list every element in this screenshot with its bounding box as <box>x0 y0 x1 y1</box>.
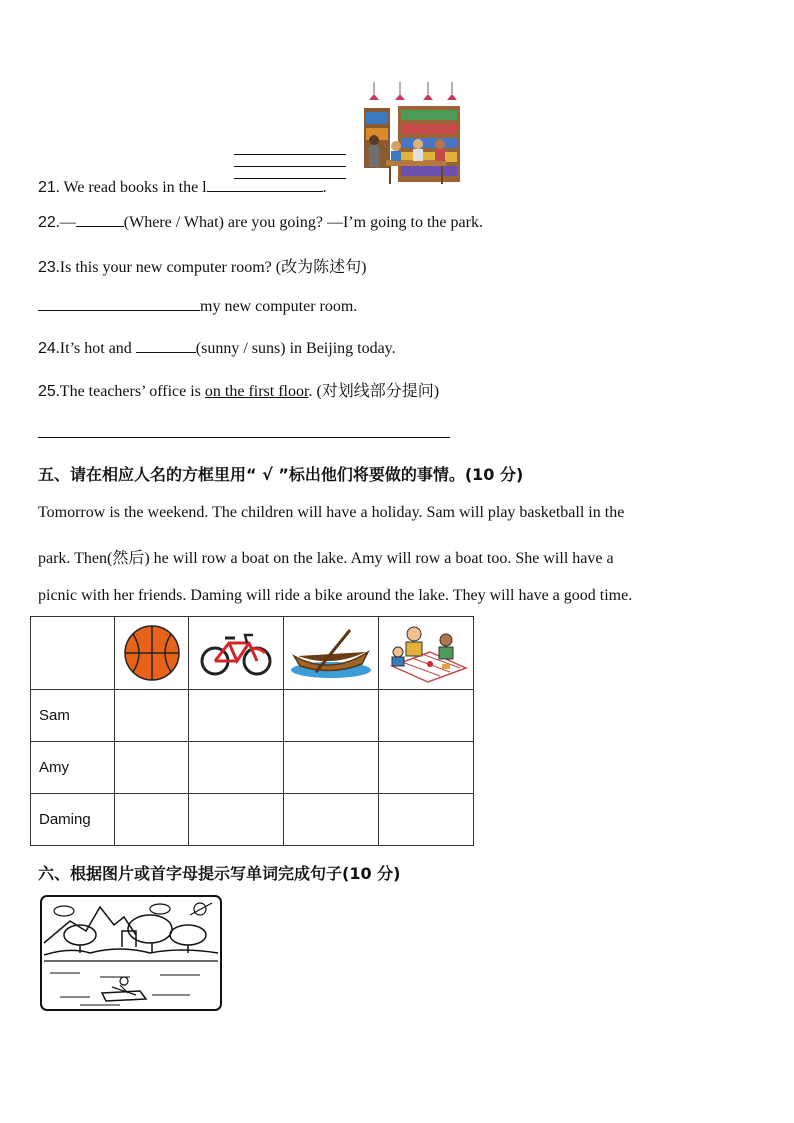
answer-blank[interactable] <box>76 212 124 227</box>
header-cell-picnic <box>379 617 474 690</box>
question-text: (sunny / suns) in Beijing today. <box>195 340 396 357</box>
header-cell-boat <box>284 617 379 690</box>
answer-blank[interactable] <box>207 179 323 192</box>
answer-lines-q21 <box>234 154 346 179</box>
table-row <box>31 690 474 742</box>
question-number: 21 <box>38 179 56 196</box>
check-box[interactable] <box>189 742 284 794</box>
check-box[interactable] <box>189 794 284 846</box>
question-text: . We read books in the l <box>55 179 207 196</box>
question-24: 24.It’s hot and (sunny / suns) in Beijing today. <box>38 340 396 357</box>
answer-blank[interactable] <box>136 338 196 353</box>
question-number: 22 <box>38 214 56 231</box>
check-box[interactable] <box>115 794 189 846</box>
check-box[interactable] <box>379 742 474 794</box>
check-box[interactable] <box>115 690 189 742</box>
check-box[interactable] <box>379 794 474 846</box>
question-23-answer: my new computer room. <box>38 296 357 316</box>
check-box[interactable] <box>284 794 379 846</box>
question-text: .Is this your new computer room? (改为陈述句) <box>55 259 367 276</box>
check-box[interactable] <box>284 742 379 794</box>
corner-cell <box>31 617 115 690</box>
question-23 <box>38 254 366 277</box>
passage-line-1: Tomorrow is the weekend. The children will have a holiday. Sam will play basketball in the <box>38 504 625 521</box>
answer-blank[interactable] <box>38 296 200 311</box>
answer-line-q25[interactable] <box>38 437 450 438</box>
row-name: Amy <box>31 742 115 794</box>
section-6-heading: 六、根据图片或首字母提示写单词完成句子(10 分) <box>38 864 401 883</box>
basketball-icon <box>123 624 181 682</box>
library-illustration <box>362 82 462 186</box>
park-lake-illustration <box>40 895 222 1011</box>
boat-icon <box>288 626 374 680</box>
activity-table <box>30 616 474 846</box>
question-number: 25 <box>38 383 56 400</box>
passage-line-3: picnic with her friends. Daming will ride a bike around the lake. They will have a good time. <box>38 587 633 604</box>
row-name: Daming <box>31 794 115 846</box>
question-text: (Where / What) are you going? —I’m going to the park. <box>123 214 483 231</box>
row-name: Sam <box>31 690 115 742</box>
header-cell-bike <box>189 617 284 690</box>
section-5-heading: 五、请在相应人名的方框里用“ √ ”标出他们将要做的事情。(10 分) <box>38 465 524 484</box>
check-box[interactable] <box>284 690 379 742</box>
passage-line-2: park. Then(然后) he will row a boat on the lake. Amy will row a boat too. She will have a <box>38 550 614 567</box>
bike-icon <box>199 629 273 677</box>
question-25: 25.The teachers’ office is on the first floor. (对划线部分提问) <box>38 383 440 400</box>
table-header-row <box>31 617 474 690</box>
question-21: 21. We read books in the l . <box>38 179 327 196</box>
header-cell-basketball <box>115 617 189 690</box>
question-number: 23 <box>38 259 56 276</box>
picnic-icon <box>384 622 468 684</box>
question-number: 24 <box>38 340 56 357</box>
check-box[interactable] <box>115 742 189 794</box>
check-box[interactable] <box>189 690 284 742</box>
question-22: 22.— (Where / What) are you going? —I’m going to the park. <box>38 214 483 231</box>
table-row <box>31 742 474 794</box>
check-box[interactable] <box>379 690 474 742</box>
underlined-phrase: on the first floor <box>204 383 309 400</box>
table-row <box>31 794 474 846</box>
